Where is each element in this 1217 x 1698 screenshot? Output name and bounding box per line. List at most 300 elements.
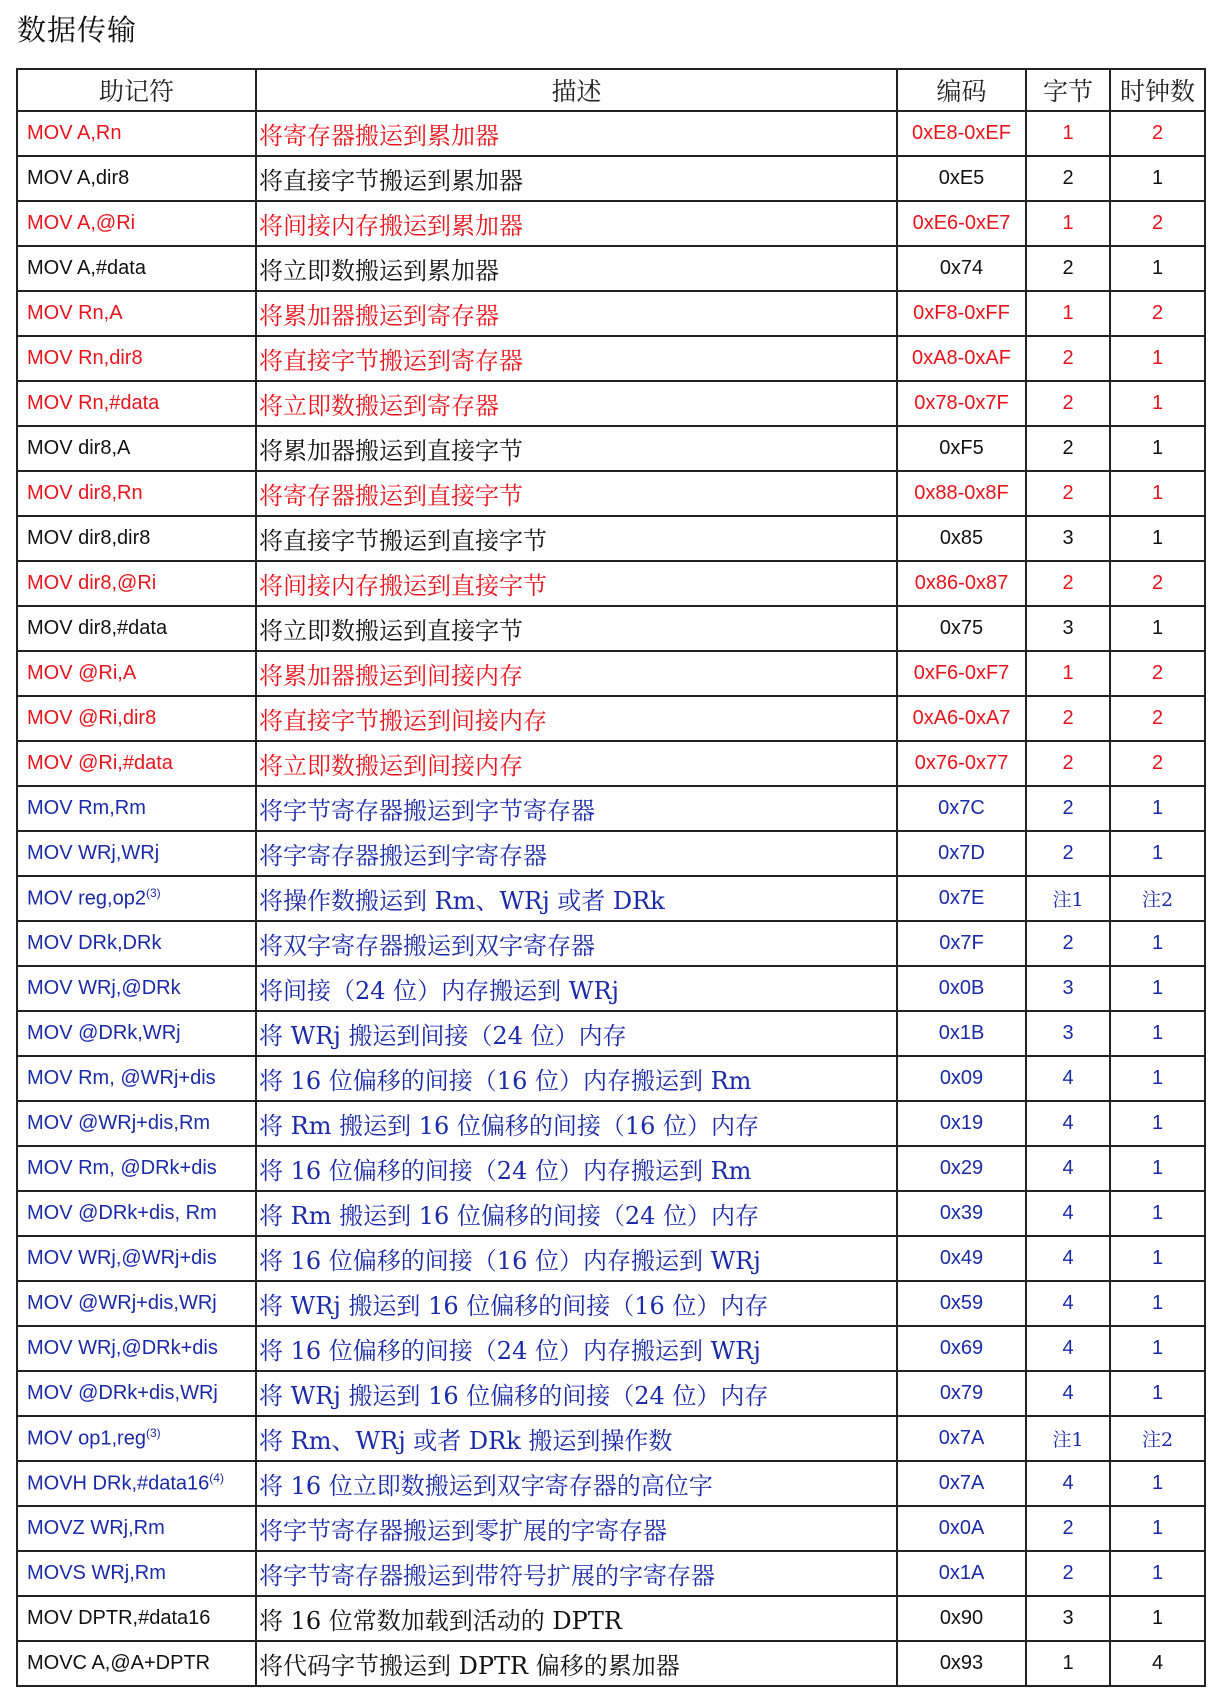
code-cell	[897, 381, 1026, 426]
table-body	[17, 111, 1205, 1686]
mnemonic-cell-text: MOV WRj,@DRk+dis	[27, 1337, 218, 1359]
bytes-cell	[1026, 561, 1110, 606]
bytes-cell	[1026, 1461, 1110, 1506]
code-cell	[897, 336, 1026, 381]
bytes-cell-text: 注1	[1052, 1429, 1084, 1451]
clocks-cell	[1110, 111, 1205, 156]
code-cell-text: 0x19	[939, 1112, 984, 1134]
clocks-cell-text: 1	[1151, 977, 1164, 999]
bytes-cell-text: 3	[1062, 617, 1074, 639]
description-cell-text: 将立即数搬运到间接内存	[259, 752, 523, 780]
mnemonic-cell-text: MOV @Ri,A	[27, 662, 137, 684]
code-cell-text: 0x7C	[938, 797, 985, 819]
code-cell-text: 0xA6-0xA7	[912, 707, 1011, 729]
code-cell	[897, 1146, 1026, 1191]
code-cell	[897, 1596, 1026, 1641]
table-row	[17, 1236, 1205, 1281]
clocks-cell-text: 1	[1151, 1067, 1164, 1089]
bytes-cell-text: 注1	[1052, 889, 1084, 911]
description-cell	[256, 471, 897, 516]
description-cell	[256, 1416, 897, 1461]
bytes-cell	[1026, 426, 1110, 471]
code-cell-text: 0xF6-0xF7	[913, 662, 1010, 684]
bytes-cell	[1026, 516, 1110, 561]
mnemonic-cell	[17, 741, 256, 786]
code-cell-text: 0x09	[939, 1067, 984, 1089]
description-cell	[256, 156, 897, 201]
code-cell	[897, 1551, 1026, 1596]
table-row	[17, 1641, 1205, 1686]
description-cell	[256, 1371, 897, 1416]
mnemonic-cell-text: MOV DPTR,#data16	[27, 1607, 211, 1629]
description-cell	[256, 516, 897, 561]
table-row	[17, 1101, 1205, 1146]
clocks-cell	[1110, 831, 1205, 876]
bytes-cell-text: 4	[1062, 1067, 1074, 1089]
bytes-cell	[1026, 1596, 1110, 1641]
clocks-cell-text: 2	[1151, 752, 1164, 774]
mnemonic-cell	[17, 291, 256, 336]
table-row	[17, 831, 1205, 876]
description-cell-text: 将 WRj 搬运到 16 位偏移的间接（24 位）内存	[259, 1382, 769, 1410]
mnemonic-cell	[17, 651, 256, 696]
mnemonic-cell-text: MOV Rm, @WRj+dis	[27, 1067, 216, 1089]
clocks-cell	[1110, 561, 1205, 606]
clocks-cell-text: 1	[1151, 257, 1164, 279]
table-row	[17, 336, 1205, 381]
description-cell-text: 将双字寄存器搬运到双字寄存器	[259, 932, 595, 960]
code-cell-text: 0x93	[939, 1652, 984, 1674]
mnemonic-cell	[17, 1146, 256, 1191]
description-cell-text: 将直接字节搬运到间接内存	[259, 707, 547, 735]
mnemonic-cell	[17, 1461, 256, 1506]
description-cell-text: 将间接内存搬运到累加器	[259, 212, 523, 240]
table-row	[17, 696, 1205, 741]
bytes-cell	[1026, 381, 1110, 426]
code-cell	[897, 606, 1026, 651]
clocks-cell	[1110, 876, 1205, 921]
mnemonic-cell-text: MOV dir8,@Ri	[27, 572, 157, 594]
bytes-cell-text: 2	[1062, 1517, 1074, 1539]
clocks-cell	[1110, 471, 1205, 516]
description-cell-text: 将立即数搬运到直接字节	[259, 617, 523, 645]
code-cell-text: 0x1A	[938, 1562, 985, 1584]
description-cell-text: 将 16 位偏移的间接（16 位）内存搬运到 WRj	[259, 1247, 761, 1275]
mnemonic-cell	[17, 876, 256, 921]
clocks-cell	[1110, 921, 1205, 966]
table-header-row	[17, 69, 1205, 111]
description-cell-text: 将立即数搬运到寄存器	[259, 392, 499, 420]
code-cell	[897, 1641, 1026, 1686]
clocks-cell	[1110, 336, 1205, 381]
description-cell-text: 将 Rm 搬运到 16 位偏移的间接（24 位）内存	[259, 1202, 760, 1230]
description-cell	[256, 291, 897, 336]
description-cell	[256, 876, 897, 921]
description-cell-text: 将寄存器搬运到直接字节	[259, 482, 523, 510]
bytes-cell-text: 2	[1062, 437, 1074, 459]
clocks-cell-text: 1	[1151, 1562, 1164, 1584]
table-row	[17, 1146, 1205, 1191]
description-cell	[256, 1236, 897, 1281]
bytes-cell-text: 4	[1062, 1157, 1074, 1179]
header-clocks: 时钟数	[1110, 69, 1205, 111]
mnemonic-cell-text: MOV A,#data	[27, 257, 146, 279]
clocks-cell	[1110, 1281, 1205, 1326]
mnemonic-cell-text: MOVZ WRj,Rm	[27, 1517, 165, 1539]
table-row	[17, 1416, 1205, 1461]
mnemonic-cell	[17, 111, 256, 156]
mnemonic-cell-text: MOV @DRk,WRj	[27, 1022, 181, 1044]
table-row	[17, 786, 1205, 831]
description-cell-text: 将字节寄存器搬运到零扩展的字寄存器	[259, 1517, 667, 1545]
mnemonic-cell	[17, 1236, 256, 1281]
description-cell	[256, 1011, 897, 1056]
clocks-cell-text: 1	[1151, 1607, 1164, 1629]
clocks-cell-text: 1	[1151, 527, 1164, 549]
description-cell	[256, 921, 897, 966]
mnemonic-cell-text: MOV dir8,dir8	[27, 527, 151, 549]
clocks-cell-text: 1	[1151, 392, 1164, 414]
clocks-cell-text: 注2	[1141, 889, 1174, 911]
description-cell-text: 将 Rm 搬运到 16 位偏移的间接（16 位）内存	[259, 1112, 760, 1140]
code-cell	[897, 201, 1026, 246]
code-cell	[897, 156, 1026, 201]
code-cell-text: 0x0A	[938, 1517, 985, 1539]
bytes-cell	[1026, 1641, 1110, 1686]
table-row	[17, 516, 1205, 561]
bytes-cell	[1026, 606, 1110, 651]
code-cell-text: 0x29	[939, 1157, 984, 1179]
bytes-cell-text: 2	[1062, 572, 1074, 594]
clocks-cell	[1110, 201, 1205, 246]
mnemonic-cell-text: MOV A,dir8	[27, 167, 130, 189]
code-cell-text: 0x88-0x8F	[914, 482, 1009, 504]
clocks-cell	[1110, 1326, 1205, 1371]
table-row	[17, 291, 1205, 336]
mnemonic-cell-text: MOV @DRk+dis, Rm	[27, 1202, 217, 1224]
code-cell	[897, 921, 1026, 966]
bytes-cell	[1026, 876, 1110, 921]
code-cell-text: 0x7D	[938, 842, 985, 864]
bytes-cell-text: 2	[1062, 257, 1074, 279]
bytes-cell-text: 2	[1062, 797, 1074, 819]
description-cell-text: 将代码字节搬运到 DPTR 偏移的累加器	[259, 1652, 680, 1680]
bytes-cell-text: 2	[1062, 167, 1074, 189]
bytes-cell	[1026, 1191, 1110, 1236]
table-row	[17, 876, 1205, 921]
code-cell	[897, 516, 1026, 561]
description-cell-text: 将间接内存搬运到直接字节	[259, 572, 547, 600]
code-cell	[897, 831, 1026, 876]
description-cell	[256, 1146, 897, 1191]
clocks-cell	[1110, 606, 1205, 651]
table-row	[17, 111, 1205, 156]
description-cell-text: 将 Rm、WRj 或者 DRk 搬运到操作数	[259, 1427, 673, 1455]
header-code: 编码	[897, 69, 1026, 111]
bytes-cell-text: 2	[1062, 932, 1074, 954]
code-cell-text: 0x7E	[938, 887, 985, 909]
table-row	[17, 1191, 1205, 1236]
mnemonic-cell	[17, 1281, 256, 1326]
bytes-cell-text: 4	[1062, 1382, 1074, 1404]
code-cell	[897, 246, 1026, 291]
clocks-cell-text: 1	[1151, 1112, 1164, 1134]
clocks-cell-text: 4	[1151, 1652, 1164, 1674]
clocks-cell-text: 1	[1151, 347, 1164, 369]
table-row	[17, 1596, 1205, 1641]
description-cell	[256, 246, 897, 291]
mnemonic-cell-text: MOV reg,op2	[27, 887, 146, 910]
code-cell-text: 0x59	[939, 1292, 984, 1314]
footnote-ref: (3)	[145, 1426, 161, 1441]
description-cell	[256, 786, 897, 831]
description-cell-text: 将累加器搬运到间接内存	[259, 662, 523, 690]
code-cell	[897, 1371, 1026, 1416]
bytes-cell-text: 4	[1062, 1112, 1074, 1134]
mnemonic-cell-text: MOV @WRj+dis,Rm	[27, 1112, 211, 1134]
bytes-cell	[1026, 471, 1110, 516]
mnemonic-cell-text: MOV Rm,Rm	[27, 797, 146, 819]
bytes-cell-text: 2	[1062, 392, 1074, 414]
description-cell-text: 将操作数搬运到 Rm、WRj 或者 DRk	[259, 887, 665, 915]
clocks-cell	[1110, 426, 1205, 471]
mnemonic-cell	[17, 336, 256, 381]
clocks-cell-text: 2	[1151, 212, 1164, 234]
mnemonic-cell	[17, 1371, 256, 1416]
code-cell	[897, 741, 1026, 786]
code-cell-text: 0x0B	[938, 977, 985, 999]
description-cell-text: 将 16 位常数加载到活动的 DPTR	[259, 1607, 622, 1635]
table-row	[17, 1056, 1205, 1101]
clocks-cell-text: 1	[1151, 842, 1164, 864]
clocks-cell	[1110, 381, 1205, 426]
clocks-cell-text: 2	[1151, 122, 1164, 144]
description-cell	[256, 336, 897, 381]
bytes-cell	[1026, 201, 1110, 246]
code-cell-text: 0x85	[939, 527, 984, 549]
description-cell	[256, 426, 897, 471]
clocks-cell	[1110, 246, 1205, 291]
clocks-cell	[1110, 1551, 1205, 1596]
table-row	[17, 1326, 1205, 1371]
mnemonic-cell	[17, 1416, 256, 1461]
code-cell-text: 0x86-0x87	[914, 572, 1009, 594]
table-row	[17, 921, 1205, 966]
bytes-cell	[1026, 786, 1110, 831]
table-row	[17, 156, 1205, 201]
code-cell	[897, 696, 1026, 741]
clocks-cell	[1110, 1101, 1205, 1146]
instruction-table	[16, 68, 1206, 1687]
code-cell-text: 0x7F	[939, 932, 984, 954]
bytes-cell	[1026, 1551, 1110, 1596]
code-cell	[897, 291, 1026, 336]
table-row	[17, 1461, 1205, 1506]
bytes-cell	[1026, 651, 1110, 696]
description-cell-text: 将 16 位偏移的间接（16 位）内存搬运到 Rm	[259, 1067, 752, 1095]
clocks-cell	[1110, 741, 1205, 786]
description-cell-text: 将 WRj 搬运到 16 位偏移的间接（16 位）内存	[259, 1292, 769, 1320]
bytes-cell-text: 2	[1062, 842, 1074, 864]
mnemonic-cell-text: MOV WRj,@DRk	[27, 977, 181, 999]
table-row	[17, 1551, 1205, 1596]
bytes-cell-text: 2	[1062, 1562, 1074, 1584]
description-cell	[256, 606, 897, 651]
bytes-cell	[1026, 1101, 1110, 1146]
bytes-cell	[1026, 1506, 1110, 1551]
mnemonic-cell-text: MOV WRj,@WRj+dis	[27, 1247, 217, 1269]
clocks-cell	[1110, 966, 1205, 1011]
code-cell-text: 0xF5	[939, 437, 984, 459]
bytes-cell-text: 3	[1062, 1607, 1074, 1629]
mnemonic-cell-text: MOV @Ri,#data	[27, 752, 173, 774]
description-cell-text: 将字节寄存器搬运到带符号扩展的字寄存器	[259, 1562, 715, 1590]
mnemonic-cell	[17, 471, 256, 516]
code-cell-text: 0xE5	[938, 167, 985, 189]
description-cell-text: 将字节寄存器搬运到字节寄存器	[259, 797, 595, 825]
header-bytes: 字节	[1026, 69, 1110, 111]
code-cell	[897, 1506, 1026, 1551]
bytes-cell	[1026, 1326, 1110, 1371]
code-cell	[897, 1191, 1026, 1236]
table-row	[17, 381, 1205, 426]
bytes-cell	[1026, 291, 1110, 336]
clocks-cell	[1110, 1191, 1205, 1236]
clocks-cell	[1110, 1506, 1205, 1551]
mnemonic-cell-text: MOV @Ri,dir8	[27, 707, 157, 729]
mnemonic-cell	[17, 921, 256, 966]
clocks-cell-text: 1	[1151, 167, 1164, 189]
clocks-cell-text: 1	[1151, 482, 1164, 504]
bytes-cell	[1026, 921, 1110, 966]
description-cell-text: 将寄存器搬运到累加器	[259, 122, 499, 150]
mnemonic-cell	[17, 516, 256, 561]
bytes-cell-text: 4	[1062, 1247, 1074, 1269]
code-cell	[897, 1281, 1026, 1326]
clocks-cell-text: 1	[1151, 797, 1164, 819]
description-cell	[256, 111, 897, 156]
mnemonic-cell	[17, 1191, 256, 1236]
bytes-cell-text: 1	[1062, 1652, 1074, 1674]
description-cell	[256, 1461, 897, 1506]
table-row	[17, 1011, 1205, 1056]
bytes-cell-text: 4	[1062, 1202, 1074, 1224]
description-cell	[256, 1191, 897, 1236]
description-cell	[256, 741, 897, 786]
code-cell	[897, 561, 1026, 606]
code-cell	[897, 111, 1026, 156]
mnemonic-cell	[17, 246, 256, 291]
code-cell-text: 0x79	[939, 1382, 984, 1404]
code-cell	[897, 1011, 1026, 1056]
description-cell	[256, 1506, 897, 1551]
description-cell	[256, 696, 897, 741]
code-cell	[897, 1056, 1026, 1101]
table-row	[17, 246, 1205, 291]
clocks-cell	[1110, 651, 1205, 696]
bytes-cell-text: 1	[1062, 122, 1074, 144]
mnemonic-cell-text: MOVH DRk,#data16	[27, 1472, 210, 1495]
description-cell-text: 将直接字节搬运到累加器	[259, 167, 523, 195]
bytes-cell	[1026, 336, 1110, 381]
clocks-cell-text: 2	[1151, 707, 1164, 729]
clocks-cell-text: 1	[1151, 1022, 1164, 1044]
description-cell	[256, 1056, 897, 1101]
mnemonic-cell	[17, 561, 256, 606]
description-cell-text: 将累加器搬运到寄存器	[259, 302, 499, 330]
mnemonic-cell-text: MOVS WRj,Rm	[27, 1562, 166, 1584]
clocks-cell	[1110, 1236, 1205, 1281]
mnemonic-cell	[17, 606, 256, 651]
bytes-cell-text: 1	[1062, 302, 1074, 324]
code-cell-text: 0x49	[939, 1247, 984, 1269]
footnote-ref: (4)	[209, 1471, 224, 1486]
header-description: 描述	[256, 69, 897, 111]
mnemonic-cell-text: MOV Rm, @DRk+dis	[27, 1157, 217, 1179]
mnemonic-cell	[17, 696, 256, 741]
clocks-cell	[1110, 291, 1205, 336]
clocks-cell-text: 1	[1151, 1337, 1164, 1359]
code-cell	[897, 426, 1026, 471]
code-cell-text: 0x69	[939, 1337, 984, 1359]
bytes-cell	[1026, 741, 1110, 786]
description-cell-text: 将直接字节搬运到直接字节	[259, 527, 547, 555]
description-cell-text: 将字寄存器搬运到字寄存器	[259, 842, 547, 870]
mnemonic-cell	[17, 201, 256, 246]
code-cell-text: 0x7A	[938, 1472, 985, 1494]
mnemonic-cell	[17, 1506, 256, 1551]
description-cell	[256, 1551, 897, 1596]
bytes-cell	[1026, 1236, 1110, 1281]
mnemonic-cell-text: MOV dir8,A	[27, 437, 131, 459]
description-cell	[256, 1641, 897, 1686]
mnemonic-cell	[17, 786, 256, 831]
clocks-cell-text: 2	[1151, 572, 1164, 594]
clocks-cell	[1110, 1416, 1205, 1461]
clocks-cell	[1110, 1056, 1205, 1101]
bytes-cell	[1026, 966, 1110, 1011]
clocks-cell	[1110, 1146, 1205, 1191]
bytes-cell-text: 2	[1062, 707, 1074, 729]
mnemonic-cell-text: MOV Rn,dir8	[27, 347, 143, 369]
mnemonic-cell	[17, 426, 256, 471]
table-row	[17, 201, 1205, 246]
bytes-cell	[1026, 1146, 1110, 1191]
code-cell-text: 0x1B	[938, 1022, 985, 1044]
table-row	[17, 471, 1205, 516]
mnemonic-cell	[17, 1641, 256, 1686]
bytes-cell-text: 3	[1062, 527, 1074, 549]
clocks-cell-text: 1	[1151, 1202, 1164, 1224]
mnemonic-cell-text: MOV DRk,DRk	[27, 932, 162, 954]
mnemonic-cell-text: MOV op1,reg	[27, 1427, 146, 1450]
clocks-cell-text: 1	[1151, 1292, 1164, 1314]
description-cell	[256, 561, 897, 606]
clocks-cell-text: 1	[1151, 437, 1164, 459]
table-row	[17, 966, 1205, 1011]
clocks-cell-text: 1	[1151, 1472, 1164, 1494]
bytes-cell	[1026, 1371, 1110, 1416]
description-cell	[256, 1596, 897, 1641]
bytes-cell-text: 1	[1062, 662, 1074, 684]
mnemonic-cell	[17, 1101, 256, 1146]
clocks-cell-text: 1	[1151, 617, 1164, 639]
code-cell-text: 0xE8-0xEF	[912, 122, 1011, 144]
clocks-cell	[1110, 786, 1205, 831]
description-cell	[256, 966, 897, 1011]
table-row	[17, 1281, 1205, 1326]
bytes-cell	[1026, 1056, 1110, 1101]
